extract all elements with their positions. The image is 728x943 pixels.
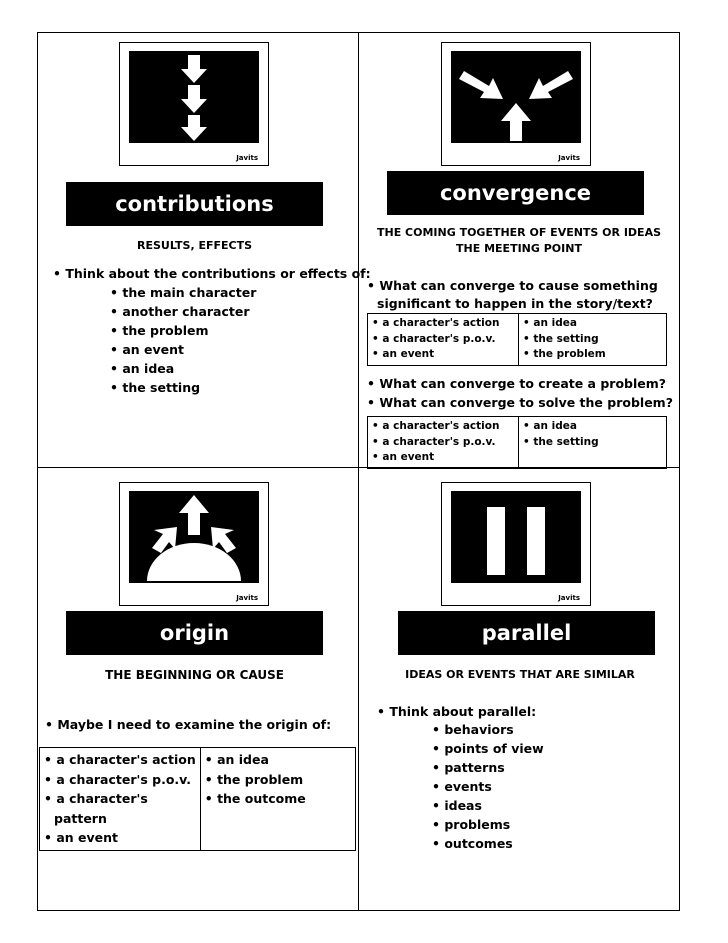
convergence-title: convergence [387, 171, 644, 215]
list-item: • an idea [523, 419, 662, 435]
list-item: • a character's action [44, 750, 196, 770]
origin-table [39, 747, 356, 851]
list-item: • a character's p.o.v. [44, 770, 196, 790]
table-cell [519, 417, 667, 469]
convergence-credit: Javits [558, 154, 580, 162]
list-item: • the problem [523, 347, 662, 363]
convergence-subtitle-1: THE COMING TOGETHER OF EVENTS OR IDEAS [376, 226, 662, 239]
list-item: • points of view [432, 739, 544, 758]
list-item: • a character's action [372, 316, 514, 332]
list-item: • a character's action [372, 419, 514, 435]
three-down-arrows-icon [129, 51, 259, 143]
origin-prompt: • Maybe I need to examine the origin of: [45, 717, 332, 732]
origin-subtitle: THE BEGINNING OR CAUSE [105, 668, 284, 682]
convergence-table-2 [367, 416, 667, 469]
convergence-question-3: • What can converge to solve the problem? [367, 395, 673, 410]
table-cell [368, 314, 519, 366]
list-item: • another character [110, 302, 256, 321]
list-item: • an event [372, 450, 514, 466]
convergence-icon-box [441, 42, 591, 166]
table-cell [200, 748, 355, 851]
contributions-credit: Javits [236, 154, 258, 162]
contributions-title: contributions [66, 182, 323, 226]
origin-credit: Javits [236, 594, 258, 602]
convergence-question-1-cont: significant to happen in the story/text? [377, 296, 653, 311]
list-item: • the setting [523, 332, 662, 348]
list-item: • the outcome [205, 789, 351, 809]
list-item: • an idea [110, 359, 256, 378]
table-cell [519, 314, 667, 366]
convergence-table-1 [367, 313, 667, 366]
parallel-credit: Javits [558, 594, 580, 602]
convergence-subtitle-2: THE MEETING POINT [456, 242, 582, 255]
contributions-icon-box [119, 42, 269, 166]
list-item: • patterns [432, 758, 544, 777]
contributions-subtitle: RESULTS, EFFECTS [136, 239, 253, 252]
list-item: • outcomes [432, 834, 544, 853]
list-item: • an event [44, 828, 196, 848]
parallel-icon-box [441, 482, 591, 606]
list-item: • the setting [523, 435, 662, 451]
list-item: • the setting [110, 378, 256, 397]
list-item: • problems [432, 815, 544, 834]
list-item: • events [432, 777, 544, 796]
convergence-question-2: • What can converge to create a problem? [367, 376, 667, 391]
converging-arrows-icon [451, 51, 581, 143]
list-item: • a character's p.o.v. [372, 435, 514, 451]
origin-icon-box [119, 482, 269, 606]
convergence-question-1: • What can converge to cause something [367, 278, 658, 293]
list-item: • ideas [432, 796, 544, 815]
list-item: • an idea [205, 750, 351, 770]
list-item: • a character's p.o.v. [372, 332, 514, 348]
contributions-list [110, 283, 256, 397]
parallel-prompt: • Think about parallel: [377, 704, 537, 719]
list-item: • an idea [523, 316, 662, 332]
list-item-continuation: pattern [54, 810, 107, 826]
list-item: • an event [110, 340, 256, 359]
parallel-bars-icon [451, 491, 581, 583]
list-item: • the problem [205, 770, 351, 790]
list-item: • an event [372, 347, 514, 363]
list-item: • the problem [110, 321, 256, 340]
parallel-list [432, 720, 544, 853]
divider-vertical [358, 32, 359, 911]
table-cell [40, 748, 201, 851]
contributions-prompt: • Think about the contributions or effects of: [53, 266, 371, 281]
table-cell [368, 417, 519, 469]
parallel-title: parallel [398, 611, 655, 655]
list-item: • a character's [44, 789, 196, 809]
origin-title: origin [66, 611, 323, 655]
origin-arrows-icon [129, 491, 259, 583]
parallel-subtitle: IDEAS OR EVENTS THAT ARE SIMILAR [405, 668, 635, 681]
list-item: • behaviors [432, 720, 544, 739]
list-item: • the main character [110, 283, 256, 302]
